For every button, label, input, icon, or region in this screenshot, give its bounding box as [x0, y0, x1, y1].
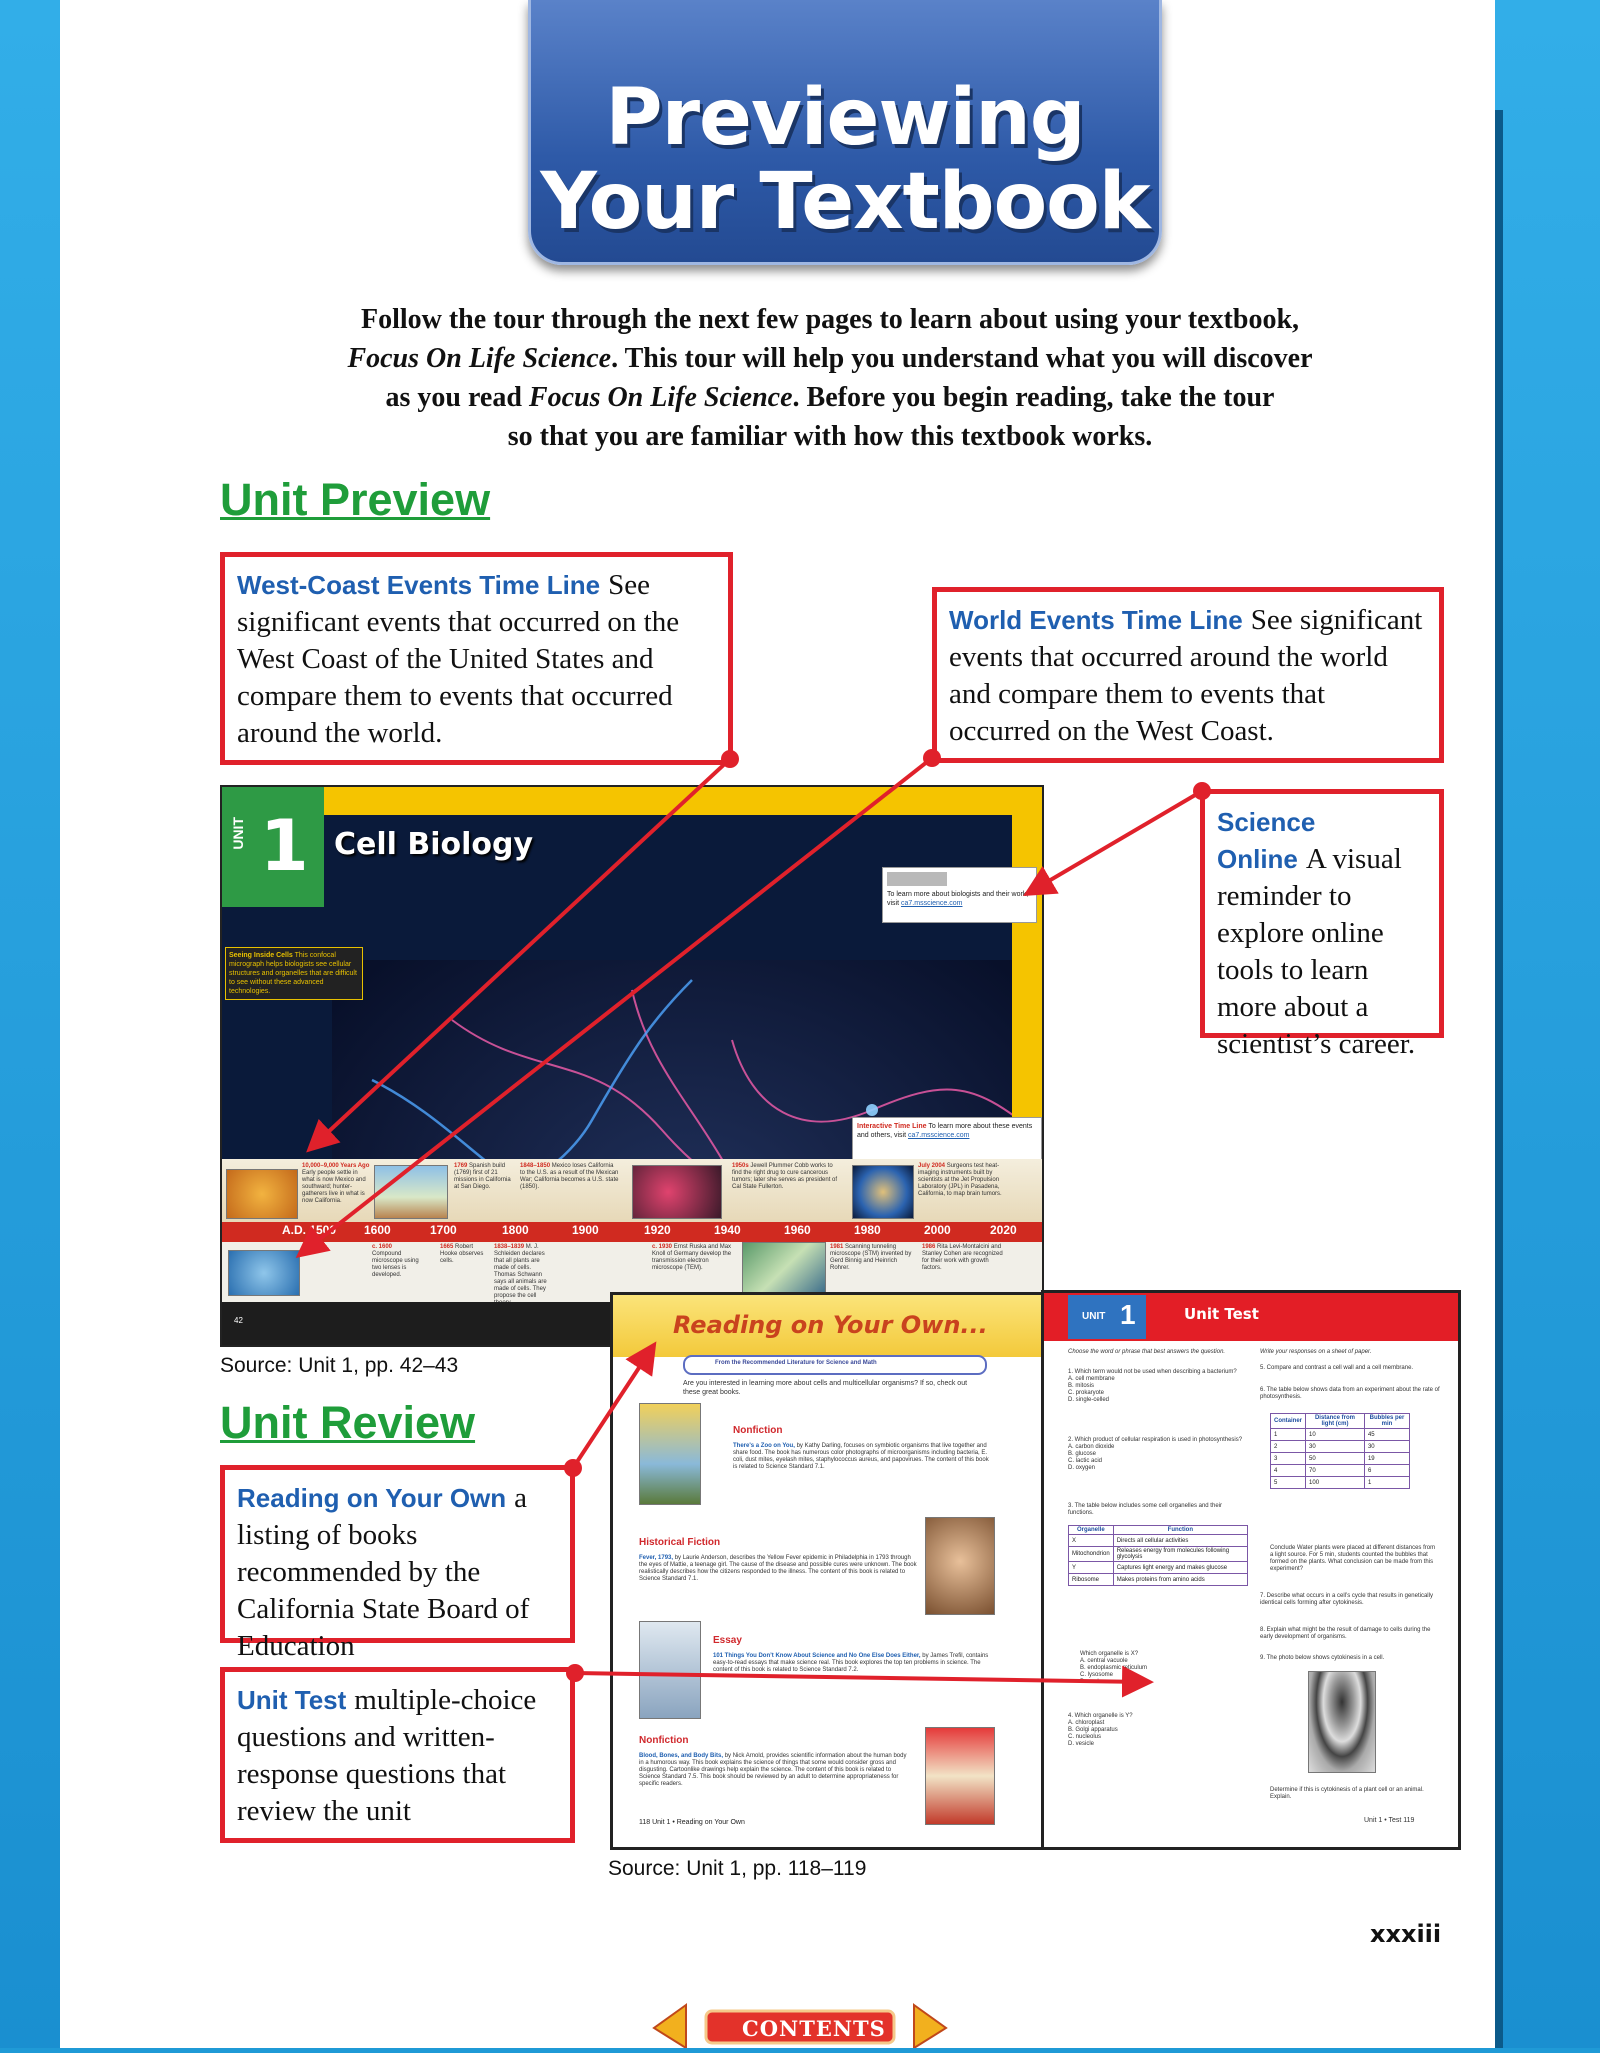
page-title-line-1: Previewing — [605, 73, 1085, 163]
event-top-1: 10,000–9,000 Years Ago Early people settle in what is now Mexico and southward; hunter-gatherers live in what is now California. — [302, 1163, 370, 1204]
cells-photo — [632, 1165, 722, 1219]
event-bottom-3: 1838–1839 M. J. Schleiden declares that all plants are made of cells. Thomas Schwann says all animals are made of cells. They propose the cell — [494, 1244, 547, 1299]
callout-science-online — [1200, 789, 1444, 1060]
question-6: 6. The table below shows data from an experiment about the rate of photosynthesis. — [1260, 1387, 1440, 1400]
genre-label: Nonfiction — [733, 1425, 783, 1436]
intro-paragraph — [300, 300, 1360, 456]
callout-west-coast-time-line — [220, 552, 733, 765]
callout-title: Reading on Your Own — [237, 1483, 507, 1513]
intro-line-3a: as you read — [385, 382, 529, 413]
question-3a: Which organelle is X? A. central vacuole B. endoplasmic reticulum C. lysosome D. nucleus — [1080, 1651, 1148, 1685]
unit-preview-heading: Unit Preview — [220, 474, 491, 525]
unit-test-title: Unit Test — [1184, 1305, 1259, 1323]
contents-button[interactable]: CONTENTS — [742, 2016, 886, 2041]
unit-label: UNIT — [1082, 1311, 1106, 1322]
thumbnail-top-band — [222, 787, 1042, 815]
unit-number: 1 — [260, 805, 309, 887]
brain-scan-photo — [852, 1165, 914, 1219]
time-line-year: 1940 — [714, 1223, 741, 1237]
page-number: xxxiii — [1370, 1920, 1442, 1948]
event-bottom-6: 1986 Rita Levi-Montalcini and Stanley Cohen are recognized for their work with growth factors. — [922, 1244, 1003, 1271]
intro-line-3b: . Before you begin reading, take the tour — [792, 382, 1275, 413]
unit-review-heading: Unit Review — [220, 1397, 476, 1448]
intro-line-1: Follow the tour through the next few pages to learn about using your textbook, — [360, 304, 1300, 335]
contents-nav — [650, 2003, 950, 2048]
next-arrow-icon — [914, 2005, 946, 2048]
unit-preview-source: Source: Unit 1, pp. 42–43 — [220, 1354, 459, 1377]
intro-book-title: Focus On Life Science — [347, 343, 612, 374]
question-5: 5. Compare and contrast a cell wall and a cell membrane. — [1260, 1365, 1414, 1371]
question-1: 1. Which term would not be used when describing a bacterium? A. cell membrane B. mitosis C. prokaryote D. single-celled — [1068, 1369, 1237, 1403]
event-bottom-4: c. 1930 Ernst Ruska and Max Knoll of Germany develop the transmission electron microscope (TEM). — [652, 1244, 732, 1271]
time-line-year: 2000 — [924, 1223, 951, 1237]
question-6b: Conclude Water plants were placed at different distances from a light source. For 5 min, students counted the bubbles that formed on the plants. What conclusion can be made from this experiment? — [1270, 1545, 1436, 1572]
question-9b: Determine if this is cytokinesis of a plant cell or an animal. Explain. — [1270, 1787, 1424, 1800]
question-2: 2. Which product of cellular respiration is used in photosynthesis? A. carbon dioxide B. glucose C. lactic acid D. oxygen — [1068, 1437, 1243, 1471]
reading-page-title: Reading on Your Own... — [673, 1311, 988, 1339]
event-top-3: 1848–1850 Mexico loses California to the U.S. as a result of the Mexican War; California becomes a U.S. state (1850). — [520, 1163, 619, 1190]
time-line-year: 1800 — [502, 1223, 529, 1237]
intro-line-2: . This tour will help you understand what you will discover — [611, 343, 1313, 374]
unit-label: UNIT — [230, 817, 246, 850]
time-line-year: 1980 — [854, 1223, 881, 1237]
genre-label: Nonfiction — [639, 1735, 689, 1746]
microscope-photo — [742, 1242, 826, 1296]
test-instructions-left: Choose the word or phrase that best answers the question. — [1068, 1349, 1226, 1355]
question-9: 9. The photo below shows cytokinesis in a cell. — [1260, 1655, 1385, 1661]
book-cover-zoo — [639, 1403, 701, 1505]
caption-text: This confocal micrograph helps biologists see cellular structures and organelles that are difficult to see without these advanced technologies. — [229, 952, 357, 995]
photo-caption — [225, 947, 363, 1000]
unit-review-source: Source: Unit 1, pp. 118–119 — [608, 1857, 867, 1880]
event-bottom-2: 1665 Robert Hooke observes cells. — [440, 1244, 484, 1264]
science-online-box — [882, 867, 1037, 923]
callout-unit-test — [220, 1667, 575, 1843]
thumbnail-page-number: 42 — [234, 1316, 243, 1325]
book-entry-1: There's a Zoo on You, by Kathy Darling, focuses on symbiotic organisms that live together and share food. The book has numerous color photographs of microorganisms including bacteria, E. coli, dust mites, eyelash mites, staphylococcus aureus, and papovirues. The content of this book is related to Science Standard 7.1. — [733, 1443, 989, 1470]
cytokinesis-photo — [1308, 1671, 1376, 1773]
unit-number: 1 — [1120, 1299, 1136, 1330]
book-entry-3: 101 Things You Don’t Know About Science and No One Else Does Either, by James Trefil, contains easy-to-read essays that make science real. This book explores the top ten problems in science. The content of this book is related to Science Standard 7.2. — [713, 1653, 989, 1673]
question-8: 8. Explain what might be the result of damage to cells during the early development of organisms. — [1260, 1627, 1431, 1640]
question-7: 7. Describe what occurs in a cell’s cycle that results in genetically identical cells forming after cytokinesis. — [1260, 1593, 1433, 1606]
interactive-time-line-box — [852, 1117, 1042, 1161]
callout-title: Unit Test — [237, 1685, 347, 1715]
time-line-year: 1960 — [784, 1223, 811, 1237]
page-title-line-2: Your Textbook — [540, 157, 1150, 247]
time-line-year: 1900 — [572, 1223, 599, 1237]
intro-line-4: so that you are familiar with how this textbook works. — [507, 421, 1153, 452]
mission-photo — [374, 1165, 448, 1219]
itl-text: To learn more about these events and others, visit — [857, 1123, 1033, 1139]
event-top-2: 1769 Spanish build (1769) first of 21 missions in California at San Diego. — [454, 1163, 511, 1190]
reading-page-footer: 118 Unit 1 • Reading on Your Own — [639, 1819, 745, 1826]
prev-arrow-icon — [654, 2005, 686, 2048]
photosynthesis-data-table: Container Distance from light (cm) Bubbles per min 1 10 45 2 30 30 3 50 19 4 70 6 5 100 1 — [1270, 1413, 1410, 1489]
reading-page-subtitle-bar — [683, 1355, 987, 1375]
book-entry-2: Fever, 1793, by Laurie Anderson, describes the Yellow Fever epidemic in Philadelphia in 1793 through the eyes of Mattie, a teenage girl. The cause of the disease and possible cures were unknown. The book realistically describes how the citizens responded to the illness. The content of this book is related to Science Standard 7.1. — [639, 1555, 917, 1582]
callout-reading-on-your-own — [220, 1465, 575, 1662]
callout-text: A visual reminder to explore online tools to learn more about a scientist’s career. — [1217, 843, 1416, 1060]
reading-on-your-own-thumbnail — [610, 1292, 1048, 1850]
reading-page-intro: Are you interested in learning more about cells and multicellular organisms? If so, check out these great books. — [683, 1380, 968, 1396]
unit-test-badge — [1068, 1295, 1146, 1339]
book-cover-fever — [925, 1517, 995, 1615]
event-top-4: 1950s Jewell Plummer Cobb works to find the right drug to cure cancerous tumors; later she serves as president of Cal State Fullerton. — [732, 1163, 838, 1190]
intro-book-title-2: Focus On Life Science — [528, 382, 793, 413]
unit-test-thumbnail — [1041, 1290, 1461, 1850]
question-4: 4. Which organelle is Y? A. chloroplast B. Golgi apparatus C. nucleolus D. vesicle — [1068, 1713, 1133, 1747]
callout-text: See significant events that occurred around the world and compare them to events that occurred on the West Coast. — [949, 604, 1423, 747]
time-line-year: 1700 — [430, 1223, 457, 1237]
callout-text: See significant events that occurred on the West Coast of the United States and compare them to events that occurred around the world. — [237, 569, 680, 749]
time-line-year: 2020 — [990, 1223, 1017, 1237]
callout-title: West-Coast Events Time Line — [237, 570, 601, 600]
online-link[interactable]: ca7.msscience.com — [901, 900, 963, 907]
event-top-5: July 2004 Surgeons test heat-imaging instruments built by scientists at the Jet Propulsion Laboratory (JPL) in Pasadena, California, to map brain tumors. — [918, 1163, 1002, 1197]
callout-text: a listing of books recommended by the California State Board of Education — [237, 1482, 530, 1662]
question-3: 3. The table below includes some cell organelles and their functions. — [1068, 1503, 1222, 1516]
event-bottom-5: 1981 Scanning tunneling microscope (STM) invented by Gerd Binnig and Heinrich Rohrer. — [830, 1244, 912, 1271]
unit-title: Cell Biology — [334, 827, 534, 862]
time-line-years — [222, 1222, 1042, 1242]
time-line-year: A.D. 1500 — [282, 1223, 337, 1237]
unit-badge — [222, 787, 324, 907]
caption-title: Seeing Inside Cells — [229, 952, 293, 959]
title-banner — [528, 0, 1162, 265]
genre-label: Essay — [713, 1635, 742, 1646]
time-line-year: 1600 — [364, 1223, 391, 1237]
genre-label: Historical Fiction — [639, 1537, 721, 1548]
test-page-footer: Unit 1 • Test 119 — [1364, 1817, 1415, 1824]
callout-text: multiple-choice questions and written-response questions that review the unit — [237, 1684, 537, 1827]
itl-link[interactable]: ca7.msscience.com — [907, 1132, 970, 1139]
callout-title: World Events Time Line — [949, 605, 1243, 635]
time-line-year: 1920 — [644, 1223, 671, 1237]
callout-world-events-time-line — [932, 587, 1444, 763]
book-entry-4: Blood, Bones, and Body Bits, by Nick Arnold, provides scientific information about the human body in a humorous way. This book explains the science of things that some would consider gross and disgusting. Cartoonlike drawings help explain the science. The content of this book is related to Science Standard 7.5. This book should be reviewed by an adult to determine appropriateness for specific readers. — [639, 1753, 907, 1787]
unit-opener-thumbnail — [220, 785, 1044, 1347]
event-bottom-1: c. 1600 Compound microscope using two lenses is developed. — [372, 1244, 419, 1278]
callout-title: Science Online — [1217, 807, 1316, 874]
reading-page-subtitle: From the Recommended Literature for Science and Math — [715, 1360, 877, 1366]
west-coast-events-logo — [226, 1169, 298, 1219]
online-text: To learn more about biologists and their work, visit — [887, 891, 1029, 907]
test-instructions-right: Write your responses on a sheet of paper. — [1260, 1349, 1372, 1355]
science-online-logo — [887, 872, 947, 886]
world-events-logo — [228, 1250, 300, 1296]
itl-title: Interactive Time Line — [857, 1123, 927, 1130]
page-edge-shadow — [1495, 110, 1503, 2048]
organelle-table: Organelle Function X Directs all cellular activities Mitochondrion Releases energy from molecules following glycolysis Y Captures light energy and makes glucose Ribosome Makes proteins from amino acids — [1068, 1525, 1248, 1586]
book-cover-101-things — [639, 1621, 701, 1719]
book-cover-blood-bones — [925, 1727, 995, 1825]
